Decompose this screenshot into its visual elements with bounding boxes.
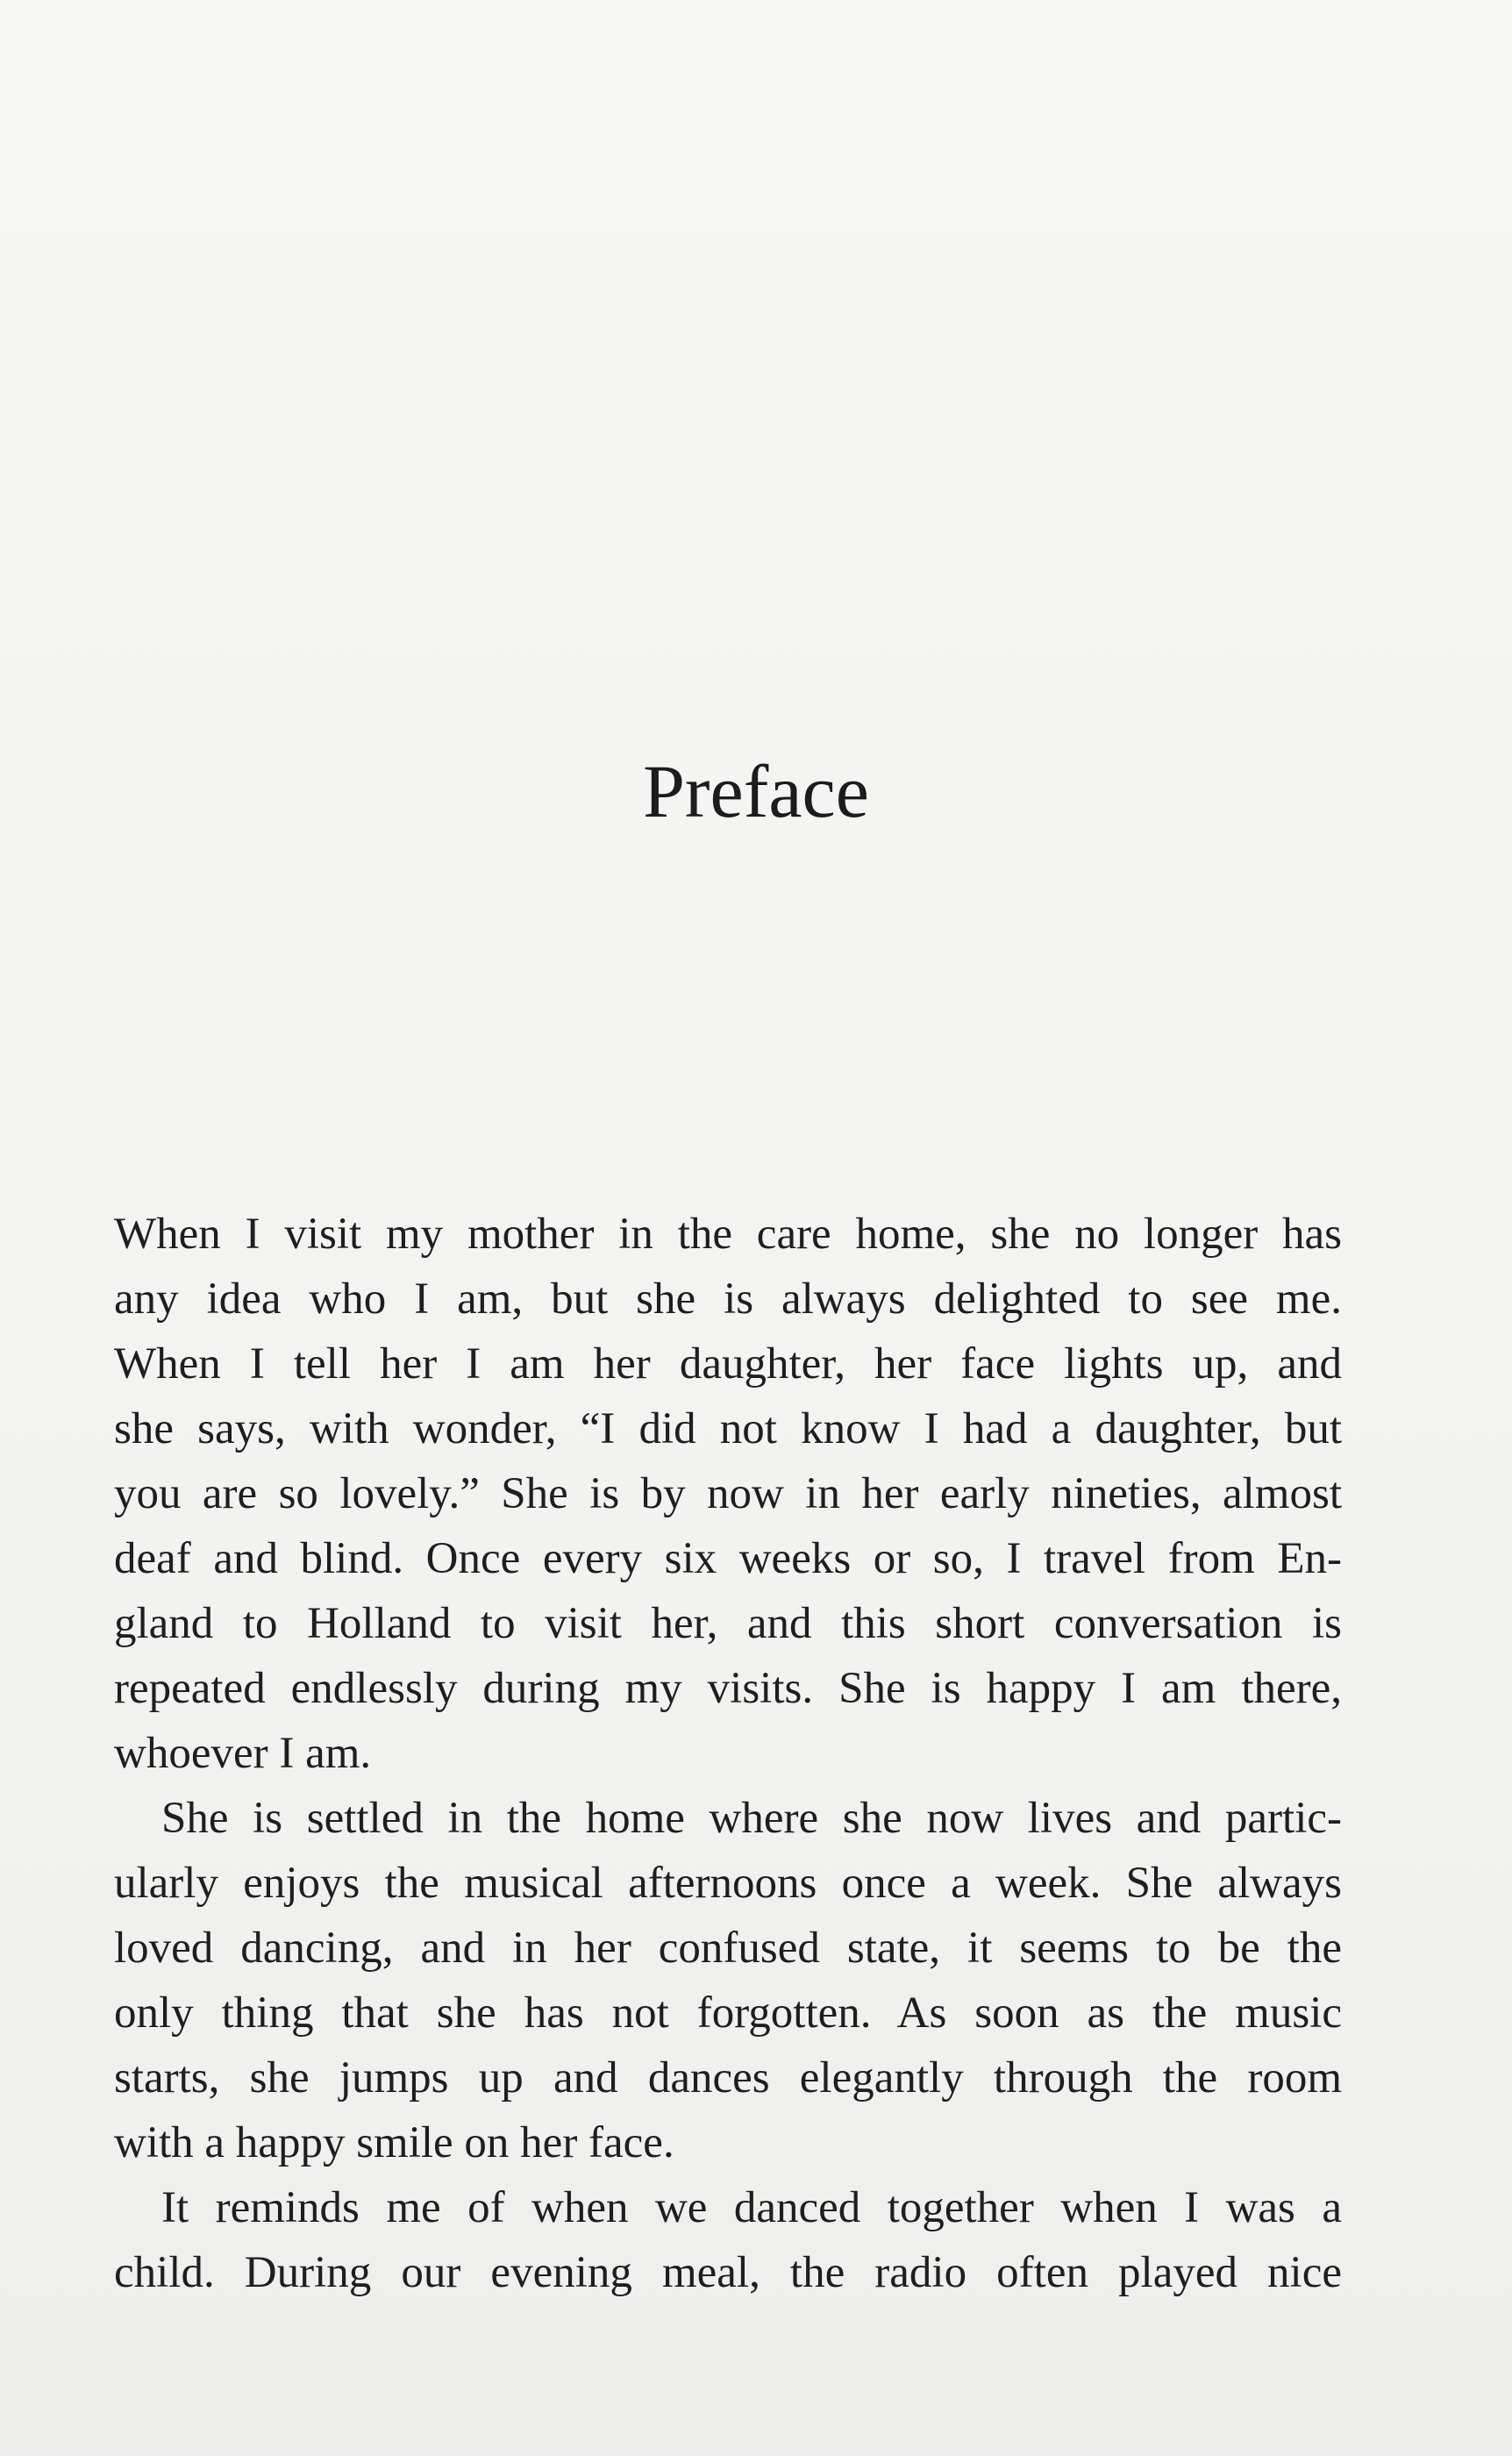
text-line: It reminds me of when we danced together when I was a [161,2183,1342,2232]
text-line: you are so lovely.” She is by now in her early nineties, almost [114,1469,1342,1518]
text-line: repeated endlessly during my visits. She is happy I am there, [114,1664,1342,1713]
text-line: When I visit my mother in the care home, she no longer has [114,1210,1342,1259]
text-line: whoever I am. [114,1729,372,1778]
body-text [114,1202,1342,2305]
text-line: she says, with wonder, “I did not know I had a daughter, but [114,1404,1342,1453]
paragraph-2 [114,1786,1342,2175]
text-line: ularly enjoys the musical afternoons once a week. She always [114,1859,1342,1908]
text-line: with a happy smile on her face. [114,2118,674,2167]
text-line: deaf and blind. Once every six weeks or so, I travel from En- [114,1534,1342,1583]
text-line: child. During our evening meal, the radio often played nice [114,2248,1342,2297]
text-line: She is settled in the home where she now lives and partic- [161,1794,1342,1843]
text-line: any idea who I am, but she is always delighted to see me. [114,1274,1342,1324]
text-line: starts, she jumps up and dances elegantly through the room [114,2053,1342,2103]
paragraph-3 [114,2175,1342,2305]
text-line: When I tell her I am her daughter, her face lights up, and [114,1339,1342,1389]
text-line: gland to Holland to visit her, and this short conversation is [114,1599,1342,1648]
paragraph-1 [114,1202,1342,1786]
text-line: only thing that she has not forgotten. As soon as the music [114,1988,1342,2038]
chapter-title: Preface [643,749,869,833]
text-line: loved dancing, and in her confused state, it seems to be the [114,1924,1342,1973]
